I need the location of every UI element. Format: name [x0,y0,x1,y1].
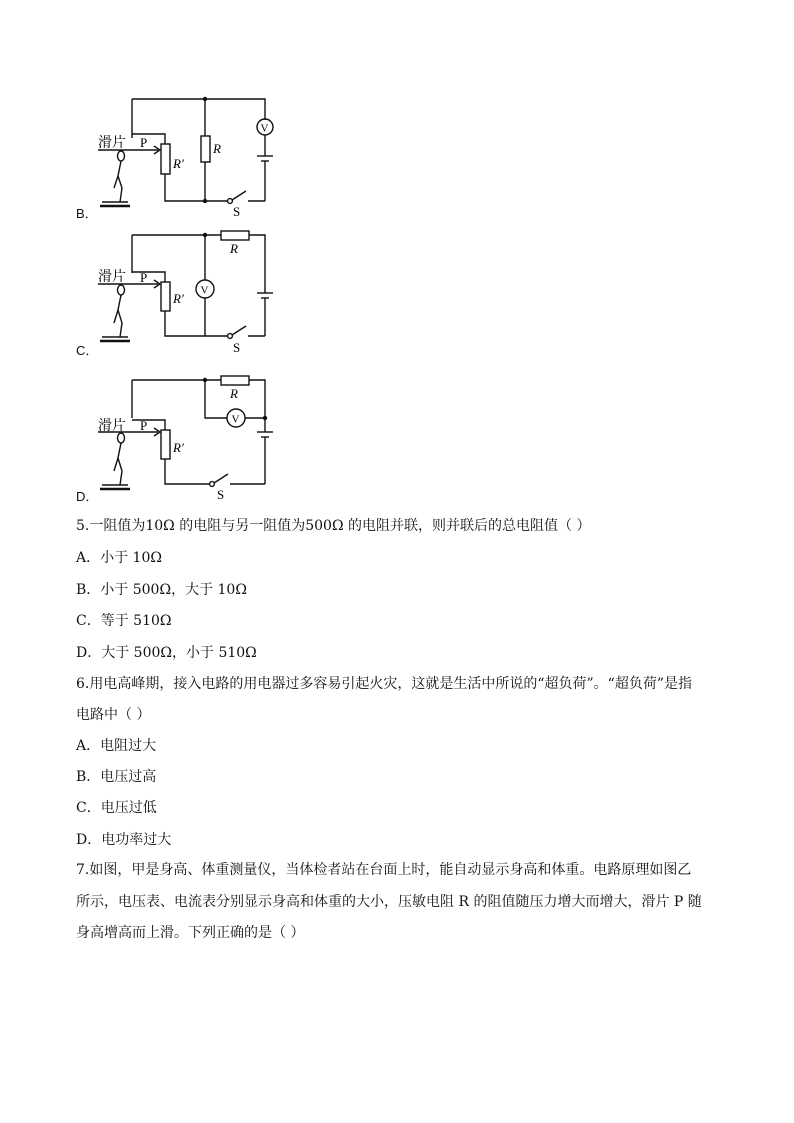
question-6-stem-line1: 6.用电高峰期，接入电路的用电器过多容易引起火灾，这就是生活中所说的“超负荷”。“超负荷”是指 [76,676,692,692]
slider-label: 滑片 [98,135,126,151]
circuit-diagram-d [70,370,290,502]
p-label: P [140,270,148,285]
r-prime-label: R′ [173,440,184,455]
r-label: R [213,141,221,156]
question-5-stem: 5.一阻值为10Ω 的电阻与另一阻值为500Ω 的电阻并联，则并联后的总电阻值（ ） [76,518,591,534]
question-7-stem-line3: 身高增高而上滑。下列正确的是（ ） [76,925,305,941]
r-prime-label: R′ [173,291,184,306]
slider-label: 滑片 [98,269,126,285]
p-label: P [140,418,148,433]
question-7-stem-line1: 7.如图，甲是身高、体重测量仪，当体检者站在台面上时，能自动显示身高和体重。电路原理如图乙 [76,862,692,878]
figure-d-letter: D． [76,489,99,504]
circuit-diagram-b [70,90,290,220]
r-prime-label: R′ [173,156,184,171]
question-5-option-a: A．小于 10Ω [76,550,162,566]
figure-b-letter: B． [76,206,98,221]
p-label: P [140,135,148,150]
figure-c-letter: C． [76,343,99,358]
question-5-option-c: C．等于 510Ω [76,613,172,629]
r-label: R [230,386,238,401]
switch-label: S [217,487,225,502]
switch-label: S [233,204,241,219]
figure-option-d [70,370,290,502]
r-label: R [230,241,238,256]
slider-label: 滑片 [98,418,126,434]
voltmeter-label: V [260,122,269,135]
question-6-stem-line2: 电路中（ ） [76,707,151,723]
switch-label: S [233,340,241,355]
question-6-option-b: B．电压过高 [76,769,157,785]
voltmeter-label: V [231,413,240,426]
question-5-option-b: B．小于 500Ω，大于 10Ω [76,582,247,598]
question-6-option-d: D．电功率过大 [76,832,172,848]
question-6-option-a: A．电阻过大 [76,738,157,754]
voltmeter-label: V [200,284,209,297]
question-7-stem-line2: 所示，电压表、电流表分别显示身高和体重的大小，压敏电阻 R 的阻值随压力增大而增大，滑片 P 随 [76,894,702,910]
question-5-option-d: D．大于 500Ω，小于 510Ω [76,645,257,661]
question-6-option-c: C．电压过低 [76,800,157,816]
circuit-diagram-c [70,225,290,357]
figure-option-b [70,90,290,220]
figure-option-c [70,225,290,357]
